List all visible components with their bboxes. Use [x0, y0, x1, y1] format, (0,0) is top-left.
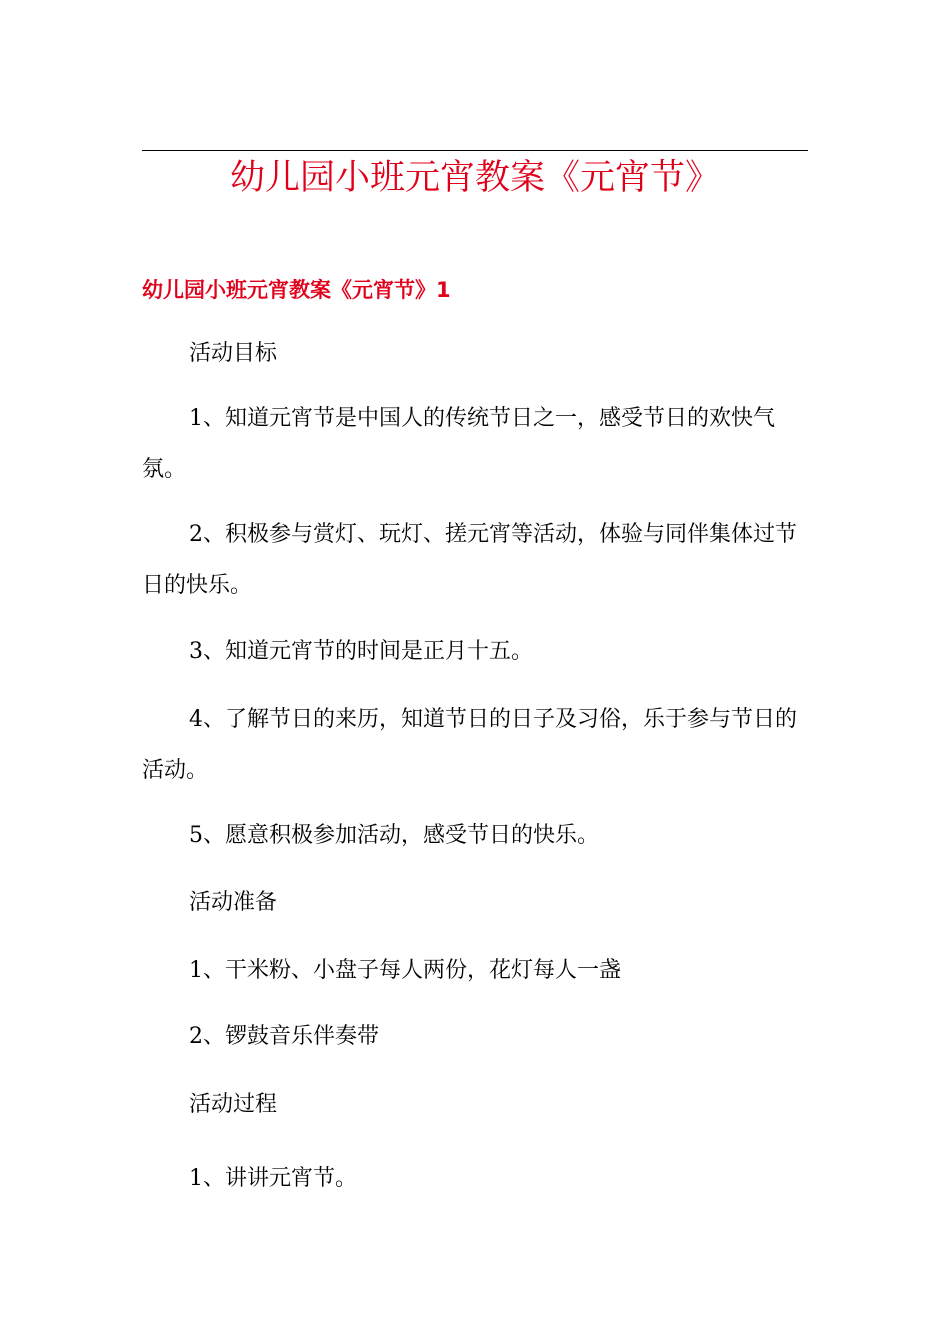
paragraph-prep-1: 1、干米粉、小盘子每人两份，花灯每人一盏 — [189, 958, 621, 983]
paragraph-goal-3: 3、知道元宵节的时间是正月十五。 — [189, 639, 533, 664]
paragraph-activity-process-heading: 活动过程 — [189, 1092, 278, 1117]
document-title: 幼儿园小班元宵教案《元宵节》 — [229, 158, 720, 198]
paragraph-goal-5: 5、愿意积极参加活动，感受节日的快乐。 — [189, 823, 599, 848]
paragraph-activity-prep-heading: 活动准备 — [189, 890, 278, 915]
paragraph-activity-goals-heading: 活动目标 — [189, 341, 278, 366]
paragraph-goal-1: 1、知道元宵节是中国人的传统节日之一，感受节日的欢快气氛。 — [142, 406, 775, 482]
paragraph-process-1: 1、讲讲元宵节。 — [189, 1166, 357, 1191]
section-heading: 幼儿园小班元宵教案《元宵节》1 — [142, 278, 451, 302]
paragraph-prep-2: 2、锣鼓音乐伴奏带 — [189, 1024, 379, 1049]
paragraph-goal-2: 2、积极参与赏灯、玩灯、搓元宵等活动，体验与同伴集体过节日的快乐。 — [142, 522, 797, 598]
paragraph-goal-4: 4、了解节日的来历，知道节日的日子及习俗，乐于参与节日的活动。 — [142, 707, 797, 783]
